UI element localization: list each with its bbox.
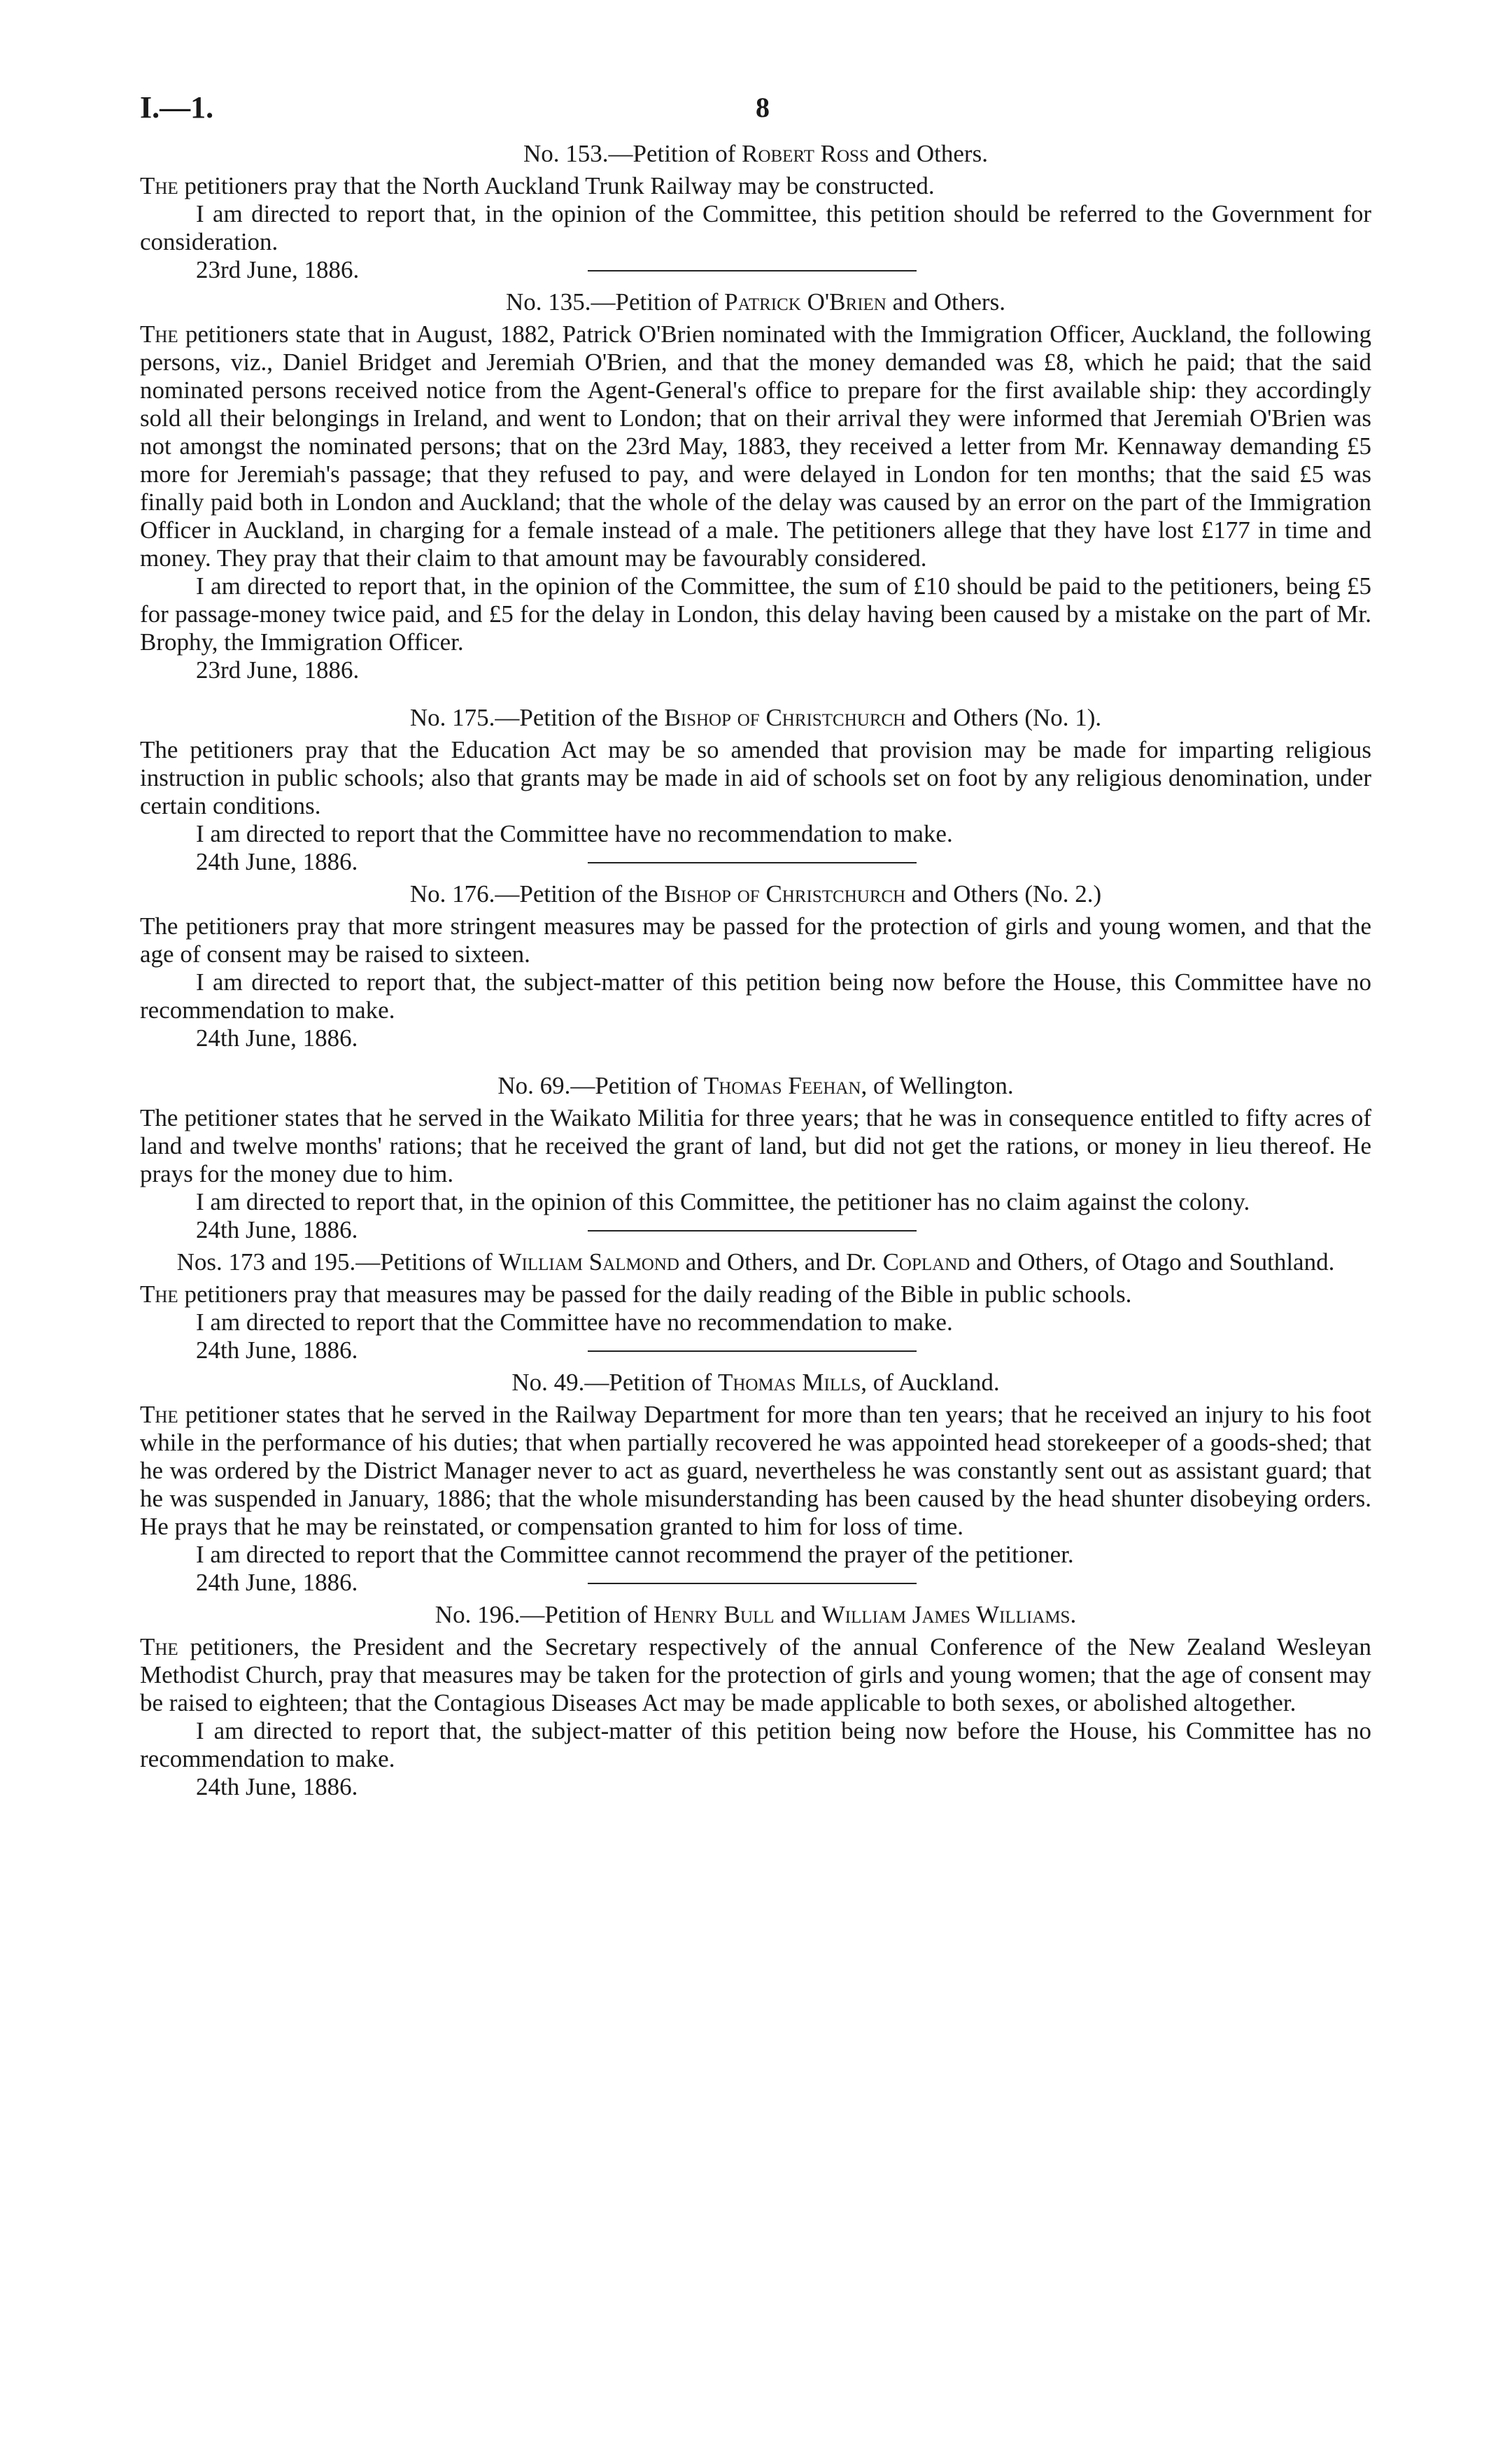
petitioner-name: Bishop of Christchurch [664,880,906,908]
report-date: 24th June, 1886. [196,1216,358,1243]
petition-body: The petitioners state that in August, 1882, Patrick O'Brien nominated with the Immigration Officer, Auckland, the following persons, viz., Daniel Bridget and Jeremiah O'Brien, and that the money demanded was £8, which he paid; that the said nominated persons received notice from the Agent-General's office to prepare for the first available ship: they accordingly sold all their belongings in Ireland, and went to London; that on their arrival they were informed that Jeremiah O'Brien was not amongst the nominated persons; that on the 23rd May, 1883, they received a letter from Mr. Kennaway demanding £5 more for Jeremiah's passage; that they refused to pay, and were delayed in London for ten months; that the said £5 was finally paid both in London and Auckland; that the whole of the delay was caused by an error on the part of the Immigration Officer in Auckland, in charging for a female instead of a male. The petitioners allege that they have lost £177 in time and money. They pray that their claim to that amount may be favourably considered. [140,320,1372,572]
petitioner-name: Henry Bull [653,1601,775,1628]
document-page [140,84,1371,1801]
petition-heading: No. 135.—Petition of Patrick O'Brien and Others. [506,288,1005,316]
petition-heading: No. 49.—Petition of Thomas Mills, of Auckland. [511,1369,1000,1396]
petition-body: The petitioner states that he served in the Railway Department for more than ten years; that he received an injury to his foot while in the performance of his duties; that when partially recovered he was appointed head storekeeper of a goods-shed; that he was ordered by the District Manager never to act as guard, nevertheless he was constantly sent out as assistant guard; that he was suspended in January, 1886; that the whole misunderstanding has been caused by the head shunter disobeying orders. He prays that he may be reinstated, or compensation granted to him for loss of time. [140,1401,1371,1540]
report-date: 24th June, 1886. [196,1336,358,1364]
petition-body: The petitioners pray that more stringent measures may be passed for the protection of girls and young women, and that the age of consent may be raised to sixteen. [140,912,1371,968]
section-gap [140,684,1371,704]
section-divider [588,1230,917,1232]
report-date: 23rd June, 1886. [196,656,360,684]
petitioner-name: Robert Ross [742,140,869,167]
petitioner-name: Thomas Feehan, [703,1072,868,1099]
report-date: 24th June, 1886. [196,1569,358,1596]
petitioner-name: William Salmond [498,1248,679,1276]
committee-report: I am directed to report that, in the opinion of the Committee, this petition should be referred to the Government for consideration. [140,200,1371,255]
petition-69 [140,1072,1371,1243]
petition-173-195 [140,1248,1371,1364]
petition-176 [140,880,1371,1072]
petition-body: The petitioner states that he served in the Waikato Militia for three years; that he was in consequence entitled to fifty acres of land and twelve months' rations; that he received the grant of land, but did not get the rations, or money in lieu thereof. He prays for the money due to him. [140,1104,1371,1187]
petition-49 [140,1369,1371,1596]
committee-report: I am directed to report that, in the opinion of the Committee, the sum of £10 should be paid to the petitioners, being £5 for passage-money twice paid, and £5 for the delay in London, this delay having been caused by a mistake on the part of Mr. Brophy, the Immigration Officer. [140,572,1371,656]
petition-body: The petitioners pray that the North Auckland Trunk Railway may be constructed. [140,172,935,199]
petitioner-name-2: Copland [882,1248,970,1276]
paper-reference: I.—1. [140,90,214,125]
report-date: 23rd June, 1886. [196,256,360,283]
section-divider [588,1583,917,1584]
petition-153 [140,140,1371,283]
section-divider [588,1350,917,1352]
petition-135 [140,288,1371,704]
petition-heading: No. 69.—Petition of Thomas Feehan, of Wellington. [497,1072,1014,1099]
committee-report: I am directed to report that the Committee have no recommendation to make. [196,1308,953,1336]
petitioner-name: Thomas Mills, [717,1369,868,1396]
petition-body: The petitioners pray that measures may be passed for the daily reading of the Bible in public schools. [140,1280,1132,1308]
petition-175 [140,704,1371,875]
section-divider [588,270,917,271]
report-date: 24th June, 1886. [196,1773,358,1800]
section-gap [140,1052,1371,1072]
report-date: 24th June, 1886. [196,1024,358,1052]
petition-body: The petitioners, the President and the Secretary respectively of the annual Conference of the New Zealand Wesleyan Methodist Church, pray that measures may be taken for the protection of girls and young women; that the age of consent may be raised to eighteen; that the Contagious Diseases Act may be made applicable to both sexes, or abolished altogether. [140,1633,1371,1716]
petitioner-name-2: William James Williams. [821,1601,1077,1628]
petition-heading: No. 196.—Petition of Henry Bull and William James Williams. [434,1601,1077,1628]
petitioner-name: Bishop of Christchurch [664,704,906,731]
petition-heading: No. 153.—Petition of Robert Ross and Others. [523,140,988,167]
petition-heading: No. 175.—Petition of the Bishop of Christchurch and Others (No. 1). [409,704,1102,731]
committee-report: I am directed to report that, the subject-matter of this petition being now before the House, his Committee has no recommendation to make. [140,1717,1371,1772]
petition-body: The petitioners pray that the Education Act may be so amended that provision may be made for imparting religious instruction in public schools; also that grants may be made in aid of schools set on foot by any religious denomination, under certain conditions. [140,736,1371,819]
report-date: 24th June, 1886. [196,848,358,875]
petition-heading: No. 176.—Petition of the Bishop of Christchurch and Others (No. 2.) [409,880,1102,908]
petition-196 [140,1601,1371,1801]
committee-report: I am directed to report that the Committee have no recommendation to make. [196,820,953,847]
section-divider [588,862,917,863]
committee-report: I am directed to report that, the subject-matter of this petition being now before the House, this Committee have no recommendation to make. [140,968,1371,1024]
page-number: 8 [756,92,770,123]
committee-report: I am directed to report that the Committee cannot recommend the prayer of the petitioner. [196,1541,1074,1568]
committee-report: I am directed to report that, in the opinion of this Committee, the petitioner has no claim against the colony. [196,1188,1250,1215]
petitioner-name: Patrick O'Brien [724,288,886,316]
petition-heading: Nos. 173 and 195.—Petitions of William Salmond and Others, and Dr. Copland and Others, of Otago and Southland. [176,1248,1335,1276]
page-header [140,84,1371,140]
